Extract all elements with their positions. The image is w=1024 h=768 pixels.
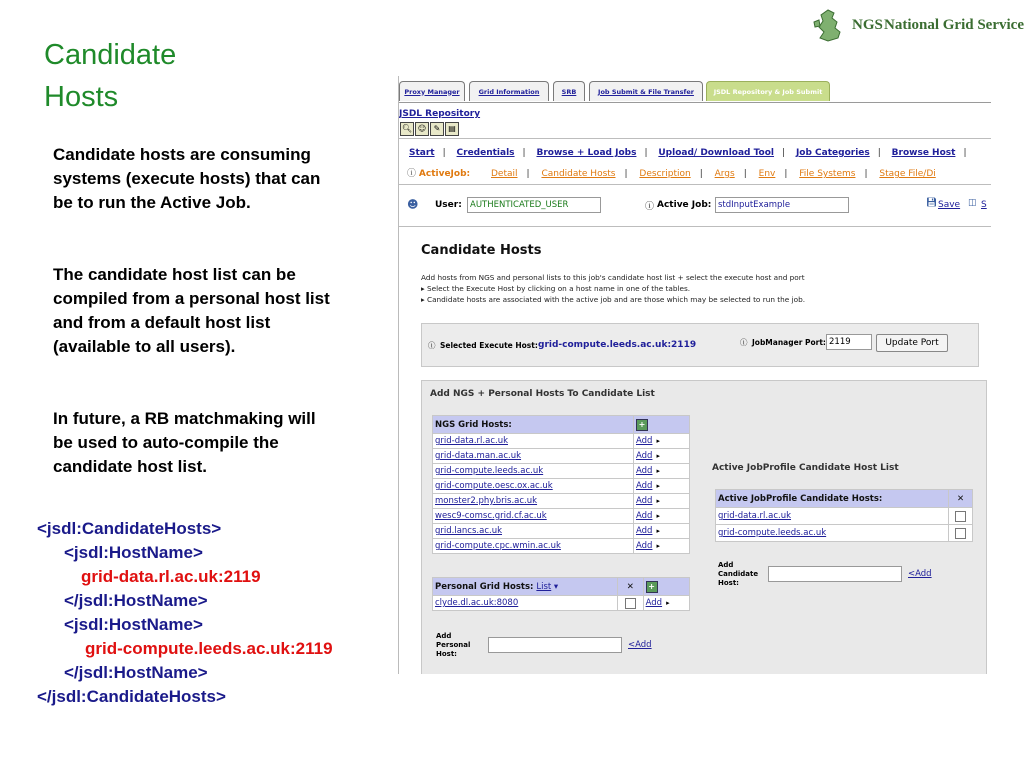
chevron-right-icon: ▸ — [656, 512, 660, 520]
save-link[interactable]: Save — [938, 200, 961, 210]
nav-credentials[interactable]: Credentials — [456, 148, 515, 158]
host-cell — [716, 508, 949, 525]
add-host-link[interactable]: Add — [636, 466, 653, 476]
active-job-field-label: Active Job: — [657, 200, 712, 210]
tab-bar — [399, 76, 991, 103]
add-host-link[interactable]: Add — [636, 541, 653, 551]
add-host-link[interactable]: Add — [645, 598, 663, 608]
info-icon: ⓘ — [428, 341, 436, 350]
chevron-right-icon: ▸ — [656, 482, 660, 490]
host-link[interactable]: monster2.phy.bris.ac.uk — [435, 496, 538, 506]
add-all-cell — [643, 578, 689, 596]
table-row — [716, 525, 973, 542]
link-file-systems[interactable]: File Systems — [799, 169, 856, 179]
host-cell — [433, 434, 634, 449]
link-candidate-hosts[interactable]: Candidate Hosts — [541, 169, 616, 179]
host-link[interactable]: grid-compute.leeds.ac.uk — [435, 466, 544, 476]
portal-screenshot — [398, 76, 991, 674]
logo-name: National Grid Service — [884, 17, 1024, 33]
table-row — [433, 524, 690, 539]
add-candidate-label: Add Candidate Host: — [718, 561, 759, 587]
nav-browse-load-jobs[interactable]: Browse + Load Jobs — [536, 148, 637, 158]
table-row — [433, 479, 690, 494]
chevron-right-icon: ▸ — [656, 527, 660, 535]
add-cell — [634, 434, 690, 449]
table-row — [716, 508, 973, 525]
add-cell — [634, 509, 690, 524]
slide-title: Candidate Hosts — [44, 39, 177, 113]
host-cell — [433, 524, 634, 539]
add-host-link[interactable]: Add — [636, 496, 653, 506]
add-cell — [634, 494, 690, 509]
add-cell — [634, 539, 690, 554]
host-cell — [433, 494, 634, 509]
add-personal-label: Add Personal Host: — [436, 632, 471, 658]
personal-list-link[interactable]: List — [536, 581, 552, 592]
delete-checkbox[interactable] — [625, 598, 636, 609]
user-label: User: — [435, 200, 462, 210]
host-link[interactable]: clyde.dl.ac.uk:8080 — [435, 598, 519, 608]
tab-grid-information[interactable]: Grid Information — [469, 81, 549, 101]
xml-host-value: grid-data.rl.ac.uk:2119 — [81, 567, 261, 586]
ngs-hosts-table — [432, 415, 690, 554]
add-cell — [634, 524, 690, 539]
delete-checkbox[interactable] — [955, 511, 966, 522]
host-link[interactable]: grid.lancs.ac.uk — [435, 526, 503, 536]
add-cell — [634, 464, 690, 479]
logo-abbr: NGS — [852, 17, 883, 33]
paragraph-3: In future, a RB matchmaking will be used to auto-compile the candidate host list. — [53, 409, 316, 476]
nav-links: Start | Credentials | Browse + Load Jobs | Upload/ Download Tool | Job Categories | Browse Host | — [409, 148, 967, 158]
edit-icon[interactable]: ✎ — [430, 122, 444, 136]
active-list-title: Active JobProfile Candidate Host List — [712, 463, 899, 473]
add-hosts-section — [421, 380, 987, 674]
tab-proxy-manager[interactable]: Proxy Manager — [399, 81, 465, 101]
add-icon[interactable]: + — [636, 419, 648, 431]
host-cell — [433, 464, 634, 479]
chevron-right-icon: ▸ — [656, 497, 660, 505]
tab-jsdl-repository[interactable]: JSDL Repository & Job Submit — [706, 81, 830, 101]
user-icon: ☻ — [407, 198, 419, 211]
add-host-link[interactable]: Add — [636, 436, 653, 446]
checkbox-cell — [949, 508, 973, 525]
add-icon[interactable]: + — [646, 581, 658, 593]
xml-close-root: </jsdl:CandidateHosts> — [37, 687, 226, 706]
xml-open-host: <jsdl:HostName> — [64, 615, 203, 634]
table-row — [433, 539, 690, 554]
chevron-right-icon: ▸ — [656, 467, 660, 475]
delete-checkbox[interactable] — [955, 528, 966, 539]
host-cell — [433, 539, 634, 554]
host-cell — [433, 479, 634, 494]
host-link[interactable]: grid-compute.oesc.ox.ac.uk — [435, 481, 553, 491]
link-description[interactable]: Description — [639, 169, 691, 179]
table-row — [433, 449, 690, 464]
add-all-cell — [634, 416, 690, 434]
checkbox-cell — [949, 525, 973, 542]
delete-all-cell — [949, 490, 973, 508]
save-icon[interactable]: 💾︎ — [926, 198, 938, 208]
info-icon: ⓘ — [740, 338, 748, 347]
add-cell — [634, 449, 690, 464]
xml-host-value: grid-compute.leeds.ac.uk:2119 — [85, 639, 333, 658]
host-cell — [433, 449, 634, 464]
table-row — [433, 494, 690, 509]
uk-map-icon — [810, 8, 850, 44]
active-hosts-table — [715, 489, 973, 542]
add-host-link[interactable]: Add — [636, 481, 653, 491]
add-host-link[interactable]: Add — [636, 511, 653, 521]
execute-host-box — [421, 323, 979, 367]
port-label: JobManager Port: — [752, 338, 826, 347]
nav-start[interactable]: Start — [409, 148, 435, 158]
link-env[interactable]: Env — [758, 169, 776, 179]
candidate-hosts-heading: Candidate Hosts — [421, 243, 542, 258]
xml-close-host: </jsdl:HostName> — [64, 663, 208, 682]
tab-job-submit[interactable]: Job Submit & File Transfer — [589, 81, 703, 101]
host-link[interactable]: grid-compute.cpc.wmin.ac.uk — [435, 541, 561, 551]
host-link[interactable]: grid-data.man.ac.uk — [435, 451, 522, 461]
nav-job-categories[interactable]: Job Categories — [795, 148, 870, 158]
panel-title[interactable]: JSDL Repository — [399, 109, 481, 119]
personal-hosts-header: Personal Grid Hosts: List ▾ — [433, 578, 618, 596]
xml-snippet — [37, 517, 333, 709]
info-icon: ⓘ — [407, 169, 417, 179]
personal-hosts-table — [432, 577, 690, 611]
host-cell — [433, 509, 634, 524]
active-job-links: ⓘ ActiveJob: Detail | Candidate Hosts | Description | Args | Env | File Systems | Stage File/Di — [407, 169, 936, 179]
selected-host-value: grid-compute.leeds.ac.uk:2119 — [538, 340, 697, 350]
candidate-bullet: ▸ Candidate hosts are associated with the active job and are those which may be selected to run the job. — [421, 295, 806, 304]
port-input[interactable]: 2119 — [826, 334, 872, 350]
user-field[interactable]: AUTHENTICATED_USER — [467, 197, 601, 213]
selected-host-label: Selected Execute Host: — [440, 341, 538, 350]
host-link[interactable]: grid-data.rl.ac.uk — [435, 436, 509, 446]
checkbox-cell — [618, 596, 644, 611]
chevron-right-icon: ▸ — [666, 599, 670, 607]
active-hosts-header: Active JobProfile Candidate Hosts: — [716, 490, 949, 508]
close-icon[interactable]: ✕ — [956, 493, 965, 504]
add-host-link[interactable]: Add — [636, 526, 653, 536]
clipboard-icon[interactable]: ▤ — [445, 122, 459, 136]
add-candidate-link[interactable]: <Add — [908, 569, 932, 579]
tab-srb[interactable]: SRB — [553, 81, 585, 101]
link-detail[interactable]: Detail — [491, 169, 518, 179]
xml-open-host: <jsdl:HostName> — [64, 543, 203, 562]
host-cell — [433, 596, 618, 611]
update-port-button[interactable]: Update Port — [876, 334, 948, 352]
active-job-field[interactable]: stdInputExample — [715, 197, 849, 213]
xml-close-host: </jsdl:HostName> — [64, 591, 208, 610]
nav-browse-host[interactable]: Browse Host — [891, 148, 956, 158]
table-row — [433, 434, 690, 449]
nav-upload-download[interactable]: Upload/ Download Tool — [658, 148, 775, 158]
add-section-title: Add NGS + Personal Hosts To Candidate List — [430, 389, 655, 399]
close-icon[interactable]: ✕ — [626, 581, 634, 592]
add-host-link[interactable]: Add — [636, 451, 653, 461]
ngs-logo — [810, 8, 1024, 44]
ngs-hosts-header: NGS Grid Hosts: — [433, 416, 634, 434]
table-row — [433, 464, 690, 479]
user-icon[interactable]: ☺ — [415, 122, 429, 136]
link-args[interactable]: Args — [714, 169, 735, 179]
host-cell — [716, 525, 949, 542]
host-link[interactable]: grid-data.rl.ac.uk — [718, 511, 792, 521]
paragraph-1: Candidate hosts are consuming systems (execute hosts) that can be to run the Active Job. — [53, 145, 321, 212]
host-link[interactable]: wesc9-comsc.grid.cf.ac.uk — [435, 511, 547, 521]
toolbar — [400, 122, 459, 136]
table-row — [433, 509, 690, 524]
chevron-right-icon: ▸ — [656, 437, 660, 445]
add-cell — [643, 596, 689, 611]
add-personal-input[interactable] — [488, 637, 622, 653]
save-as-icon[interactable]: ◫ — [968, 198, 977, 208]
add-candidate-input[interactable] — [768, 566, 902, 582]
link-stage-file[interactable]: Stage File/Di — [879, 169, 936, 179]
candidate-intro: Add hosts from NGS and personal lists to this job's candidate host list + select the execute host and port — [421, 273, 805, 282]
chevron-right-icon: ▸ — [656, 542, 660, 550]
host-link[interactable]: grid-compute.leeds.ac.uk — [718, 528, 827, 538]
save-as-link[interactable]: S — [981, 200, 987, 210]
add-cell — [634, 479, 690, 494]
info-icon: ⓘ — [645, 202, 655, 212]
add-personal-link[interactable]: <Add — [628, 640, 652, 650]
candidate-bullet: ▸ Select the Execute Host by clicking on a host name in one of the tables. — [421, 284, 691, 293]
table-row — [433, 596, 690, 611]
xml-open-root: <jsdl:CandidateHosts> — [37, 519, 222, 538]
active-job-label: ActiveJob: — [418, 169, 471, 179]
user-row — [399, 196, 991, 216]
chevron-right-icon: ▸ — [656, 452, 660, 460]
paragraph-2: The candidate host list can be compiled from a personal host list and from a default host list (available to all users). — [53, 265, 330, 356]
search-icon[interactable]: 🔍︎ — [400, 122, 414, 136]
delete-all-cell — [618, 578, 644, 596]
